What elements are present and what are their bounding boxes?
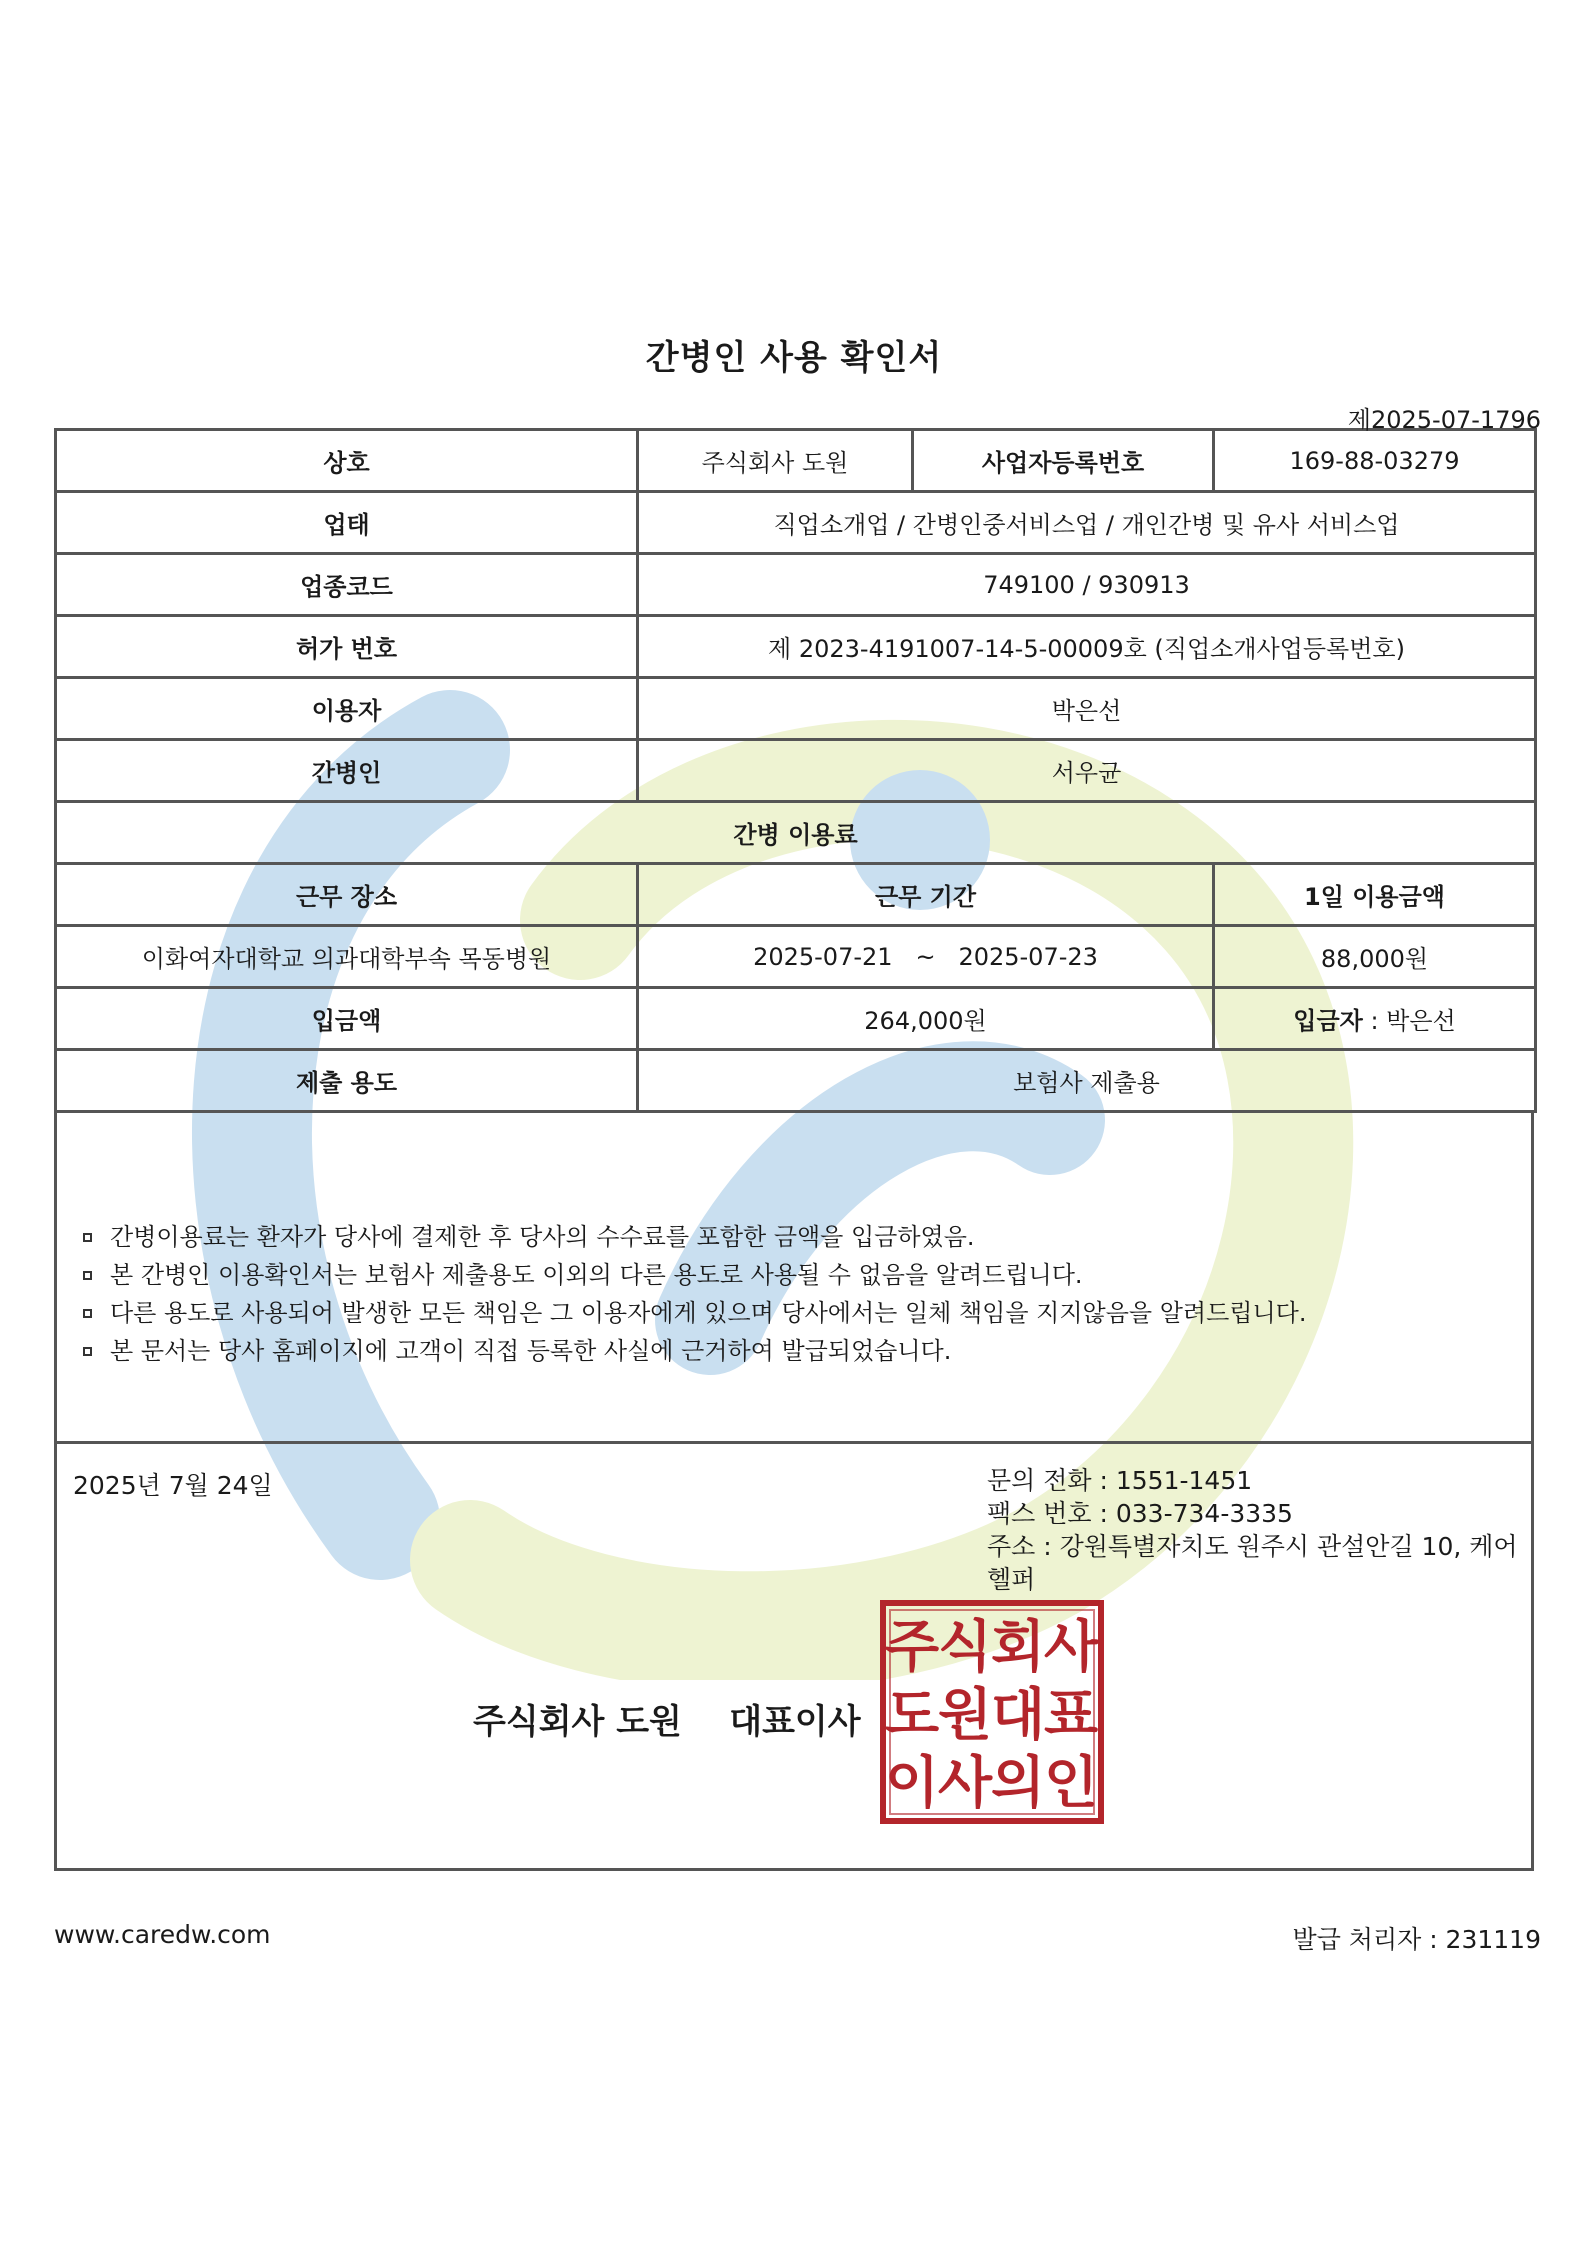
seal-glyph: 원 [937, 1683, 993, 1748]
notice-item [79, 1256, 1531, 1294]
website-link[interactable]: www.caredw.com [54, 1920, 271, 1949]
deposit-row [56, 988, 1536, 1050]
period-end: 2025-07-23 [958, 942, 1098, 971]
certificate-sheet [54, 428, 1534, 1871]
phone-line: 문의 전화 : 1551-1451 [987, 1466, 1253, 1495]
purpose-label: 제출 용도 [56, 1050, 638, 1112]
notice-item [79, 1294, 1531, 1332]
period-start: 2025-07-21 [753, 942, 893, 971]
deposit-label: 입금액 [56, 988, 638, 1050]
issuer-code: 발급 처리자 : 231119 [1292, 1925, 1541, 1954]
company-name-value: 주식회사 도원 [638, 430, 913, 492]
seal-glyph: 인 [1043, 1751, 1099, 1816]
place-label: 근무 장소 [56, 864, 638, 926]
fee-section-row [56, 802, 1536, 864]
fee-header-row [56, 864, 1536, 926]
depositor-value: 박은선 [1386, 1007, 1456, 1035]
signer-name: 주식회사 도원 대표이사 [473, 1702, 861, 1742]
seal-glyph: 의 [990, 1751, 1046, 1816]
caregiver-row [56, 740, 1536, 802]
purpose-value: 보험사 제출용 [638, 1050, 1536, 1112]
notice-item [79, 1218, 1531, 1256]
fax-line: 팩스 번호 : 033-734-3335 [987, 1499, 1293, 1528]
notice-text: 본 간병인 이용확인서는 보험사 제출용도 이외의 다른 용도로 사용될 수 없음을 알려드립니다. [110, 1261, 1083, 1289]
caregiver-value: 서우균 [638, 740, 1536, 802]
regno-label: 사업자등록번호 [913, 430, 1214, 492]
license-row [56, 616, 1536, 678]
depositor-label: 입금자 [1293, 1007, 1363, 1035]
seal-glyph: 사 [1043, 1615, 1099, 1680]
seal-glyph: 사 [937, 1751, 993, 1816]
notices-box [54, 1113, 1534, 1444]
user-label: 이용자 [56, 678, 638, 740]
fee-values-row [56, 926, 1536, 988]
user-row [56, 678, 1536, 740]
fee-section-title: 간병 이용료 [56, 802, 1536, 864]
address-line: 주소 : 강원특별자치도 원주시 관설안길 10, 케어헬퍼 [987, 1532, 1518, 1594]
seal-glyph: 대 [990, 1683, 1046, 1748]
user-value: 박은선 [638, 678, 1536, 740]
notice-text: 간병이용료는 환자가 당사에 결제한 후 당사의 수수료를 포함한 금액을 입금하였음. [110, 1223, 975, 1251]
document-number: 제2025-07-1796 [1347, 406, 1541, 434]
business-type-row [56, 492, 1536, 554]
caregiver-label: 간병인 [56, 740, 638, 802]
deposit-value: 264,000원 [638, 988, 1214, 1050]
document-title: 간병인 사용 확인서 [645, 338, 943, 378]
business-type-label: 업태 [56, 492, 638, 554]
seal-glyph: 도 [884, 1683, 940, 1748]
signature-box [54, 1444, 1534, 1871]
purpose-row [56, 1050, 1536, 1112]
daily-amount-label: 1일 이용금액 [1214, 864, 1536, 926]
license-label: 허가 번호 [56, 616, 638, 678]
contact-info [987, 1464, 1531, 1596]
seal-glyph: 주 [884, 1615, 940, 1680]
info-table [54, 428, 1537, 1113]
square-bullet-icon [83, 1233, 92, 1242]
seal-glyph: 이 [884, 1751, 940, 1816]
depositor-separator: : [1362, 1007, 1387, 1035]
company-name-label: 상호 [56, 430, 638, 492]
seal-glyph: 식 [937, 1615, 993, 1680]
daily-amount-value: 88,000원 [1214, 926, 1536, 988]
notice-text: 본 문서는 당사 홈페이지에 고객이 직접 등록한 사실에 근거하여 발급되었습니다. [110, 1337, 952, 1365]
period-label: 근무 기간 [638, 864, 1214, 926]
period-separator: ~ [915, 942, 936, 971]
notice-item [79, 1332, 1531, 1370]
company-name-row [56, 430, 1536, 492]
issue-date: 2025년 7월 24일 [73, 1471, 273, 1500]
industry-code-row [56, 554, 1536, 616]
license-value: 제 2023-4191007-14-5-00009호 (직업소개사업등록번호) [638, 616, 1536, 678]
seal-glyph: 회 [990, 1615, 1046, 1680]
industry-code-label: 업종코드 [56, 554, 638, 616]
period-value [638, 926, 1214, 988]
company-seal-icon [880, 1600, 1104, 1824]
industry-code-value: 749100 / 930913 [638, 554, 1536, 616]
square-bullet-icon [83, 1347, 92, 1356]
square-bullet-icon [83, 1309, 92, 1318]
depositor-cell [1214, 988, 1536, 1050]
business-type-value: 직업소개업 / 간병인중서비스업 / 개인간병 및 유사 서비스업 [638, 492, 1536, 554]
regno-value: 169-88-03279 [1214, 430, 1536, 492]
square-bullet-icon [83, 1271, 92, 1280]
seal-glyph: 표 [1043, 1683, 1099, 1748]
notice-text: 다른 용도로 사용되어 발생한 모든 책임은 그 이용자에게 있으며 당사에서는 일체 책임을 지지않음을 알려드립니다. [110, 1299, 1307, 1327]
place-value: 이화여자대학교 의과대학부속 목동병원 [56, 926, 638, 988]
